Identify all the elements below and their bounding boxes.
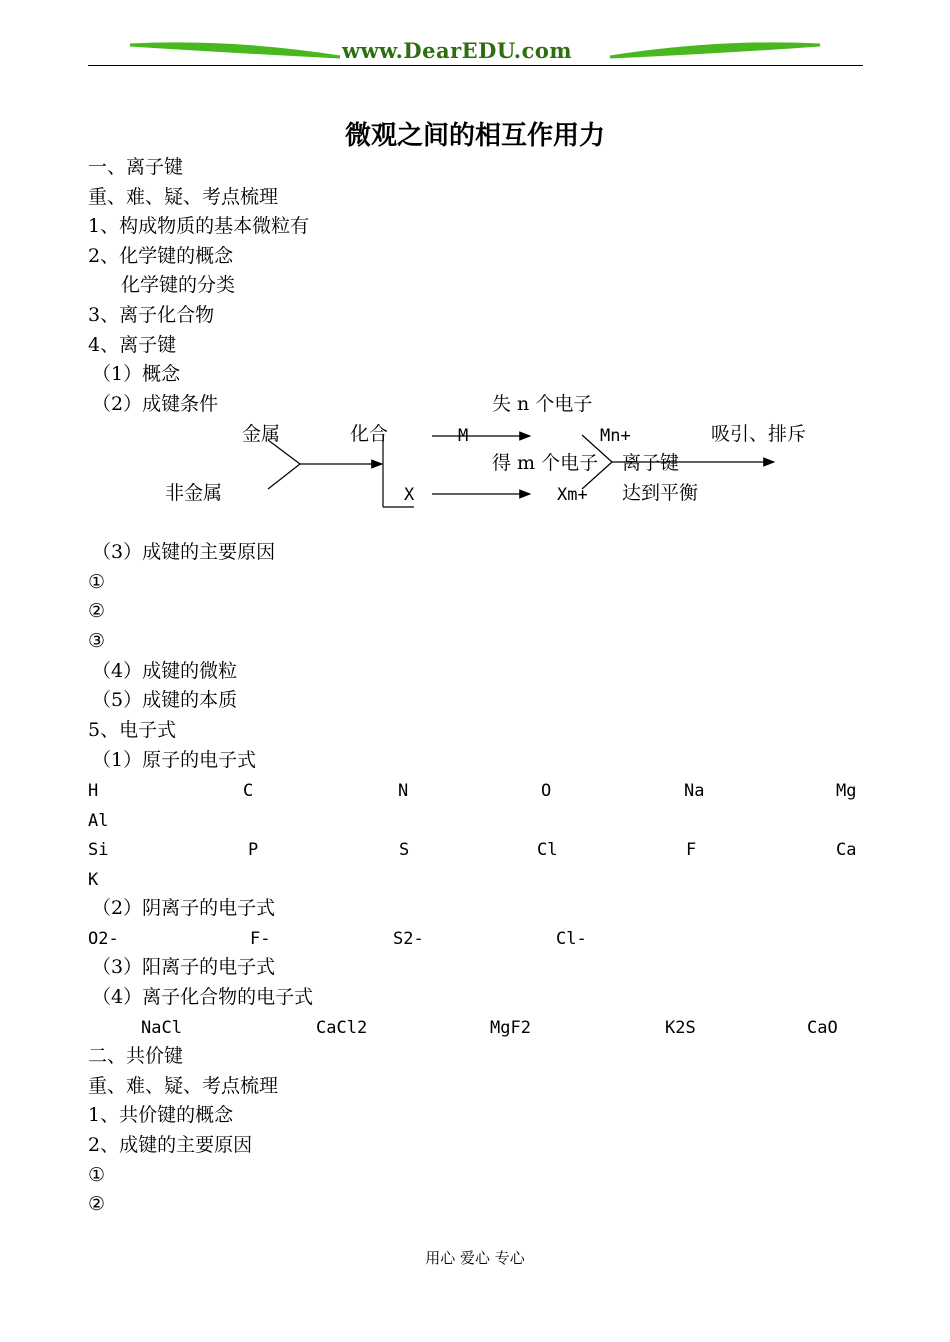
page-header <box>0 0 950 75</box>
text-line: 重、难、疑、考点梳理 <box>88 186 279 208</box>
diagram-label: Mn+ <box>600 426 631 446</box>
text-line: （4）离子化合物的电子式 <box>92 986 314 1008</box>
atom-symbol: Ca <box>836 840 857 860</box>
atom-symbol: F <box>686 840 697 860</box>
atom-symbol: C <box>243 781 254 801</box>
anion-symbol: O2- <box>88 929 119 949</box>
text-line: 重、难、疑、考点梳理 <box>88 1075 279 1097</box>
section-heading: 二、共价键 <box>88 1045 184 1067</box>
page-footer: 用心 爱心 专心 <box>425 1249 525 1267</box>
anion-symbol: S2- <box>393 929 424 949</box>
text-line: ② <box>88 1193 106 1215</box>
atom-symbol: H <box>88 781 99 801</box>
diagram-label: 失 n 个电子 <box>492 393 593 415</box>
text-line: ① <box>88 1164 106 1186</box>
text-line: 1、共价键的概念 <box>88 1104 234 1126</box>
diagram-label: Xm+ <box>557 485 588 505</box>
diagram-label: 非金属 <box>165 482 223 504</box>
page-title: 微观之间的相互作用力 <box>344 121 605 151</box>
diagram-label: 金属 <box>242 423 281 445</box>
compound-formula: CaCl2 <box>316 1018 368 1038</box>
compound-formula: MgF2 <box>490 1018 531 1038</box>
text-line: （3）阳离子的电子式 <box>92 956 276 978</box>
site-logo[interactable]: www.DearEDU.com <box>342 38 573 63</box>
text-line: 5、电子式 <box>88 719 177 741</box>
diagram-label: X <box>404 485 415 505</box>
diagram-label: 吸引、排斥 <box>711 423 807 445</box>
atom-symbol: Mg <box>836 781 857 801</box>
text-line: 3、离子化合物 <box>88 304 215 326</box>
diagram-label: 得 m 个电子 <box>492 452 599 474</box>
atom-symbol: N <box>398 781 409 801</box>
text-line: （4）成键的微粒 <box>92 660 238 682</box>
anion-symbol: Cl- <box>556 929 587 949</box>
text-line: （3）成键的主要原因 <box>92 541 276 563</box>
text-line: 1、构成物质的基本微粒有 <box>88 215 310 237</box>
diagram-label: M <box>458 426 469 446</box>
text-line: 2、成键的主要原因 <box>88 1134 253 1156</box>
text-line: （2）阴离子的电子式 <box>92 897 276 919</box>
atom-symbol: O <box>541 781 552 801</box>
text-line: （1）原子的电子式 <box>92 749 257 771</box>
anion-symbol: F- <box>250 929 271 949</box>
compound-formula: CaO <box>807 1018 838 1038</box>
atom-symbol: K <box>88 870 99 890</box>
diagram-label: 离子键 <box>622 452 680 474</box>
atom-symbol: S <box>399 840 410 860</box>
diagram-label: 化合 <box>350 423 389 445</box>
atom-symbol: Si <box>88 840 109 860</box>
text-line: ② <box>88 600 106 622</box>
diagram-label: 达到平衡 <box>622 482 699 504</box>
text-line: （5）成键的本质 <box>92 689 238 711</box>
header-rule <box>88 65 863 66</box>
text-line: ③ <box>88 630 106 652</box>
atom-symbol: Al <box>88 811 109 831</box>
atom-symbol: Na <box>684 781 705 801</box>
atom-symbol: P <box>248 840 259 860</box>
text-line: （1）概念 <box>92 363 181 385</box>
text-line: 2、化学键的概念 <box>88 245 234 267</box>
compound-formula: K2S <box>665 1018 696 1038</box>
text-line: 化学键的分类 <box>121 274 236 296</box>
atom-symbol: Cl <box>537 840 558 860</box>
section-heading: 一、离子键 <box>88 156 184 178</box>
text-line: ① <box>88 571 106 593</box>
text-line: 4、离子键 <box>88 334 177 356</box>
text-line: （2）成键条件 <box>92 393 219 415</box>
compound-formula: NaCl <box>141 1018 182 1038</box>
diagram-line <box>268 464 300 489</box>
